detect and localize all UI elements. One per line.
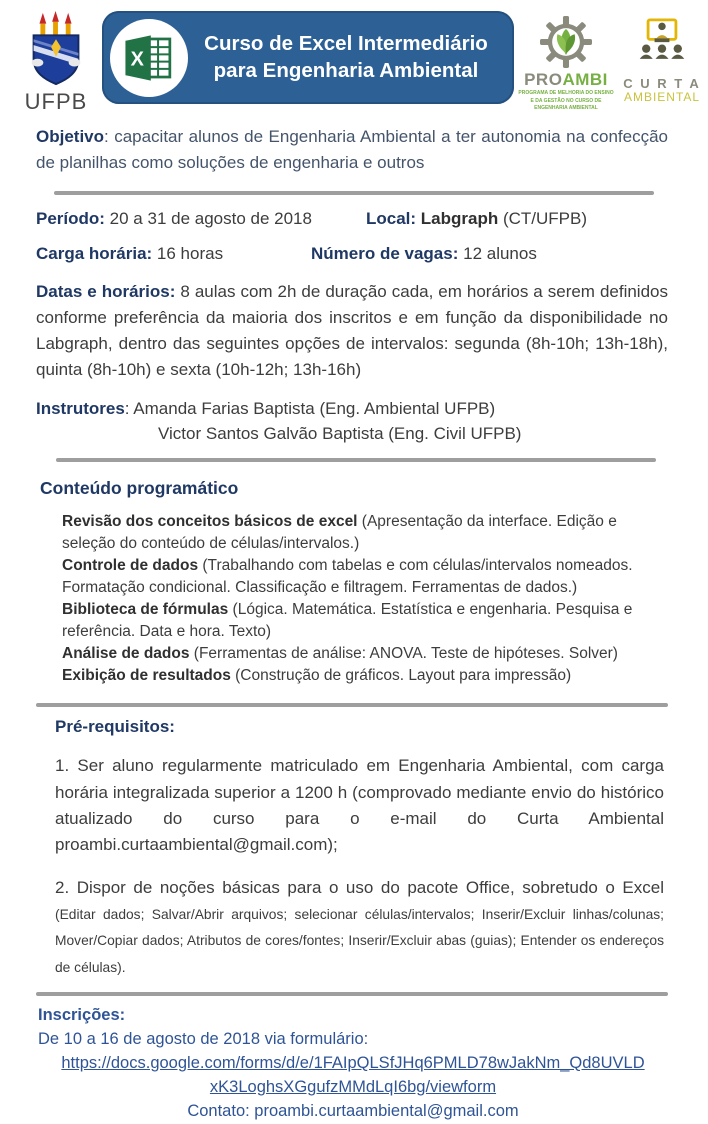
course-title [188,31,504,84]
syllabus-item: Análise de dados (Ferramentas de análise: ANOVA. Teste de hipóteses. Solver) [62,645,618,663]
syllabus-item: Revisão dos conceitos básicos de excel (Apresentação da interface. Edição e seleção do conteúdo de células/intervalos.) [62,513,617,553]
instructor-line-1: Instrutores: Amanda Farias Baptista (Eng. Ambiental UFPB) [36,399,496,418]
objective-label: Objetivo [36,127,105,146]
contact-line: Contato: proambi.curtaambiental@gmail.com [187,1101,519,1120]
location-field: Local: Labgraph (CT/UFPB) [366,209,588,228]
proambi-wordmark: PROAMBI [524,70,608,89]
excel-icon [110,19,188,97]
registration-url [38,1052,668,1100]
instructors-block [36,397,668,446]
course-title-line1: Curso de Excel Intermediário [204,31,488,55]
proambi-logo [514,8,618,113]
registration-form-link[interactable]: https://docs.google.com/forms/d/e/1FAIpQLSfJHq6PMLD78wJakNm_Qd8UVLD xK3LoghsXGgufzMMdLqI6bg/viewform [61,1053,645,1096]
registration-block [38,1004,668,1124]
workload-field: Carga horária: 16 horas [36,244,224,263]
syllabus-list [62,511,652,687]
registration-heading: Inscrições: [38,1006,126,1025]
ufpb-label: UFPB [24,89,88,114]
period-location-row [36,209,668,229]
curta-label-line1: C U R T A [623,76,701,91]
proambi-subtitle: PROGRAMA DE MELHORIA DO ENSINO E DA GESTÃO NO CURSO DE ENGENHARIA AMBIENTAL [518,90,614,111]
course-banner [102,11,514,104]
divider [56,458,656,462]
period-field: Período: 20 a 31 de agosto de 2018 [36,209,312,228]
syllabus-item: Controle de dados (Trabalhando com tabelas e com células/intervalos nomeados. Formatação condicional. Classificação e filtragem. Ferramentas de dados.) [62,557,633,597]
objective-paragraph: Objetivo: capacitar alunos de Engenharia Ambiental a ter autonomia na confecção de planilhas como soluções de engenharia e outros [36,127,668,172]
syllabus-item: Biblioteca de fórmulas (Lógica. Matemática. Estatística e engenharia. Pesquisa e referência. Data e hora. Texto) [62,601,633,641]
curta-presentation-icon [631,18,693,70]
instructor-line-2: Victor Santos Galvão Baptista (Eng. Civil UFPB) [158,423,522,443]
svg-text:X: X [130,47,144,70]
curta-label-line2: AMBIENTAL [623,90,701,105]
divider [36,992,668,996]
workload-slots-row [36,244,668,264]
divider [36,703,668,707]
divider [54,191,654,195]
proambi-gear-leaf-icon [540,16,592,68]
ufpb-crest-icon [20,10,92,86]
header [0,8,708,112]
prerequisite-item-1: 1. Ser aluno regularmente matriculado em Engenharia Ambiental, com carga horária integralizada superior a 1200 h (comprovado mediante envio do histórico atualizado do curso para o e-mail do Curta Ambiental proambi.curtaambiental@gmail.com); [55,756,664,855]
registration-dates: De 10 a 16 de agosto de 2018 via formulário: [38,1029,369,1048]
syllabus-heading: Conteúdo programático [40,478,239,499]
prerequisites-heading: Pré-requisitos: [55,717,175,737]
slots-field: Número de vagas: 12 alunos [311,244,537,263]
syllabus-item: Exibição de resultados (Construção de gráficos. Layout para impressão) [62,667,572,685]
prerequisite-item-2: 2. Dispor de noções básicas para o uso do pacote Office, sobretudo o Excel (Editar dados; Salvar/Abrir arquivos; selecionar células/intervalos; Inserir/Excluir linhas/colunas; Mover/Copiar dados; Atributos de cores/fontes; Inserir/Excluir abas (guias); Entender os endereços de células). [55,877,664,975]
course-title-line2: para Engenharia Ambiental [213,58,479,82]
curta-ambiental-logo [618,8,706,104]
dates-schedule-paragraph: Datas e horários: 8 aulas com 2h de duração cada, em horários a serem definidos conforme preferência da maioria dos inscritos e em função da disponibilidade no Labgraph, dentro das seguintes opções de intervalos: segunda (8h-10h; 13h-18h), quinta (8h-10h) e sexta (10h-12h; 13h-16h) [36,282,668,379]
ufpb-logo [10,8,102,115]
